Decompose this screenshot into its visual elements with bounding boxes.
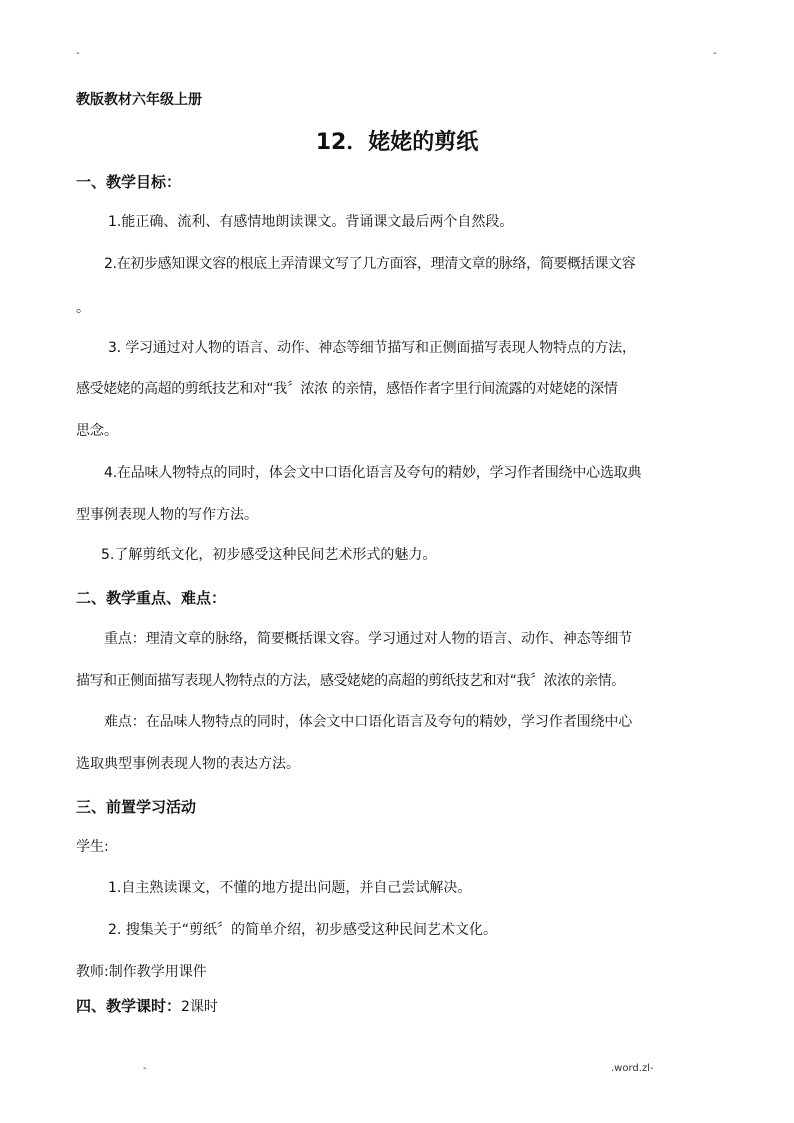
- teacher-line: 教师:制作教学用课件: [76, 964, 207, 980]
- goal-item-4-cont: 型事例表现人物的写作方法。: [76, 507, 258, 523]
- goal-item-1: 1.能正确、流利、有感情地朗读课文。背诵课文最后两个自然段。: [108, 214, 514, 230]
- section-heading-pre-study: 三、前置学习活动: [76, 798, 197, 816]
- header-left-mark: -: [76, 48, 80, 59]
- page-title: 12．姥姥的剪纸: [315, 130, 479, 155]
- key-point-line-1: 重点：理清文章的脉络，简要概括课文容。学习通过对人物的语言、动作、神态等细节: [104, 631, 633, 647]
- header-right-mark: -: [713, 48, 717, 59]
- goal-item-4: 4.在品味人物特点的同时，体会文中口语化语言及夸句的精妙，学习作者围绕中心选取典: [104, 465, 642, 481]
- student-item-1: 1.自主熟读课文，不懂的地方提出问题，并自己尝试解决。: [108, 880, 472, 896]
- goal-item-3: 3. 学习通过对人物的语言、动作、神态等细节描写和正侧面描写表现人物特点的方法，: [108, 340, 636, 356]
- difficulty-line-1: 难点：在品味人物特点的同时，体会文中口语化语言及夸句的精妙，学习作者围绕中心: [104, 714, 633, 730]
- difficulty-line-2: 选取典型事例表现人物的表达方法。: [76, 756, 300, 772]
- hours-value: 2课时: [181, 999, 218, 1015]
- goal-item-2-cont: 。: [76, 300, 90, 316]
- section-heading-key-points: 二、教学重点、难点：: [76, 589, 227, 607]
- hours-row: [76, 995, 218, 1016]
- student-label: 学生:: [76, 839, 109, 855]
- goal-item-2: 2.在初步感知课文容的根底上弄清课文写了几方面容，理清文章的脉络，简要概括课文容: [104, 256, 636, 272]
- section-heading-hours: 四、教学课时：: [76, 997, 182, 1015]
- footer-right-text: .word.zl-: [611, 1063, 654, 1074]
- goal-item-5: 5.了解剪纸文化，初步感受这种民间艺术形式的魅力。: [101, 547, 437, 563]
- course-label: 教版教材六年级上册: [76, 92, 202, 108]
- footer-left-mark: -: [143, 1063, 147, 1074]
- goal-item-3-cont: 感受姥姥的高超的剪纸技艺和对“我〞浓浓 的亲情，感悟作者字里行间流露的对姥姥的深情: [76, 381, 618, 397]
- goal-item-3-cont2: 思念。: [76, 423, 118, 439]
- student-item-2: 2. 搜集关于“剪纸〞的简单介绍，初步感受这种民间艺术文化。: [108, 922, 498, 938]
- key-point-line-2: 描写和正侧面描写表现人物特点的方法，感受姥姥的高超的剪纸技艺和对“我〞浓浓的亲情。: [76, 673, 625, 689]
- section-heading-goals: 一、教学目标：: [76, 173, 182, 191]
